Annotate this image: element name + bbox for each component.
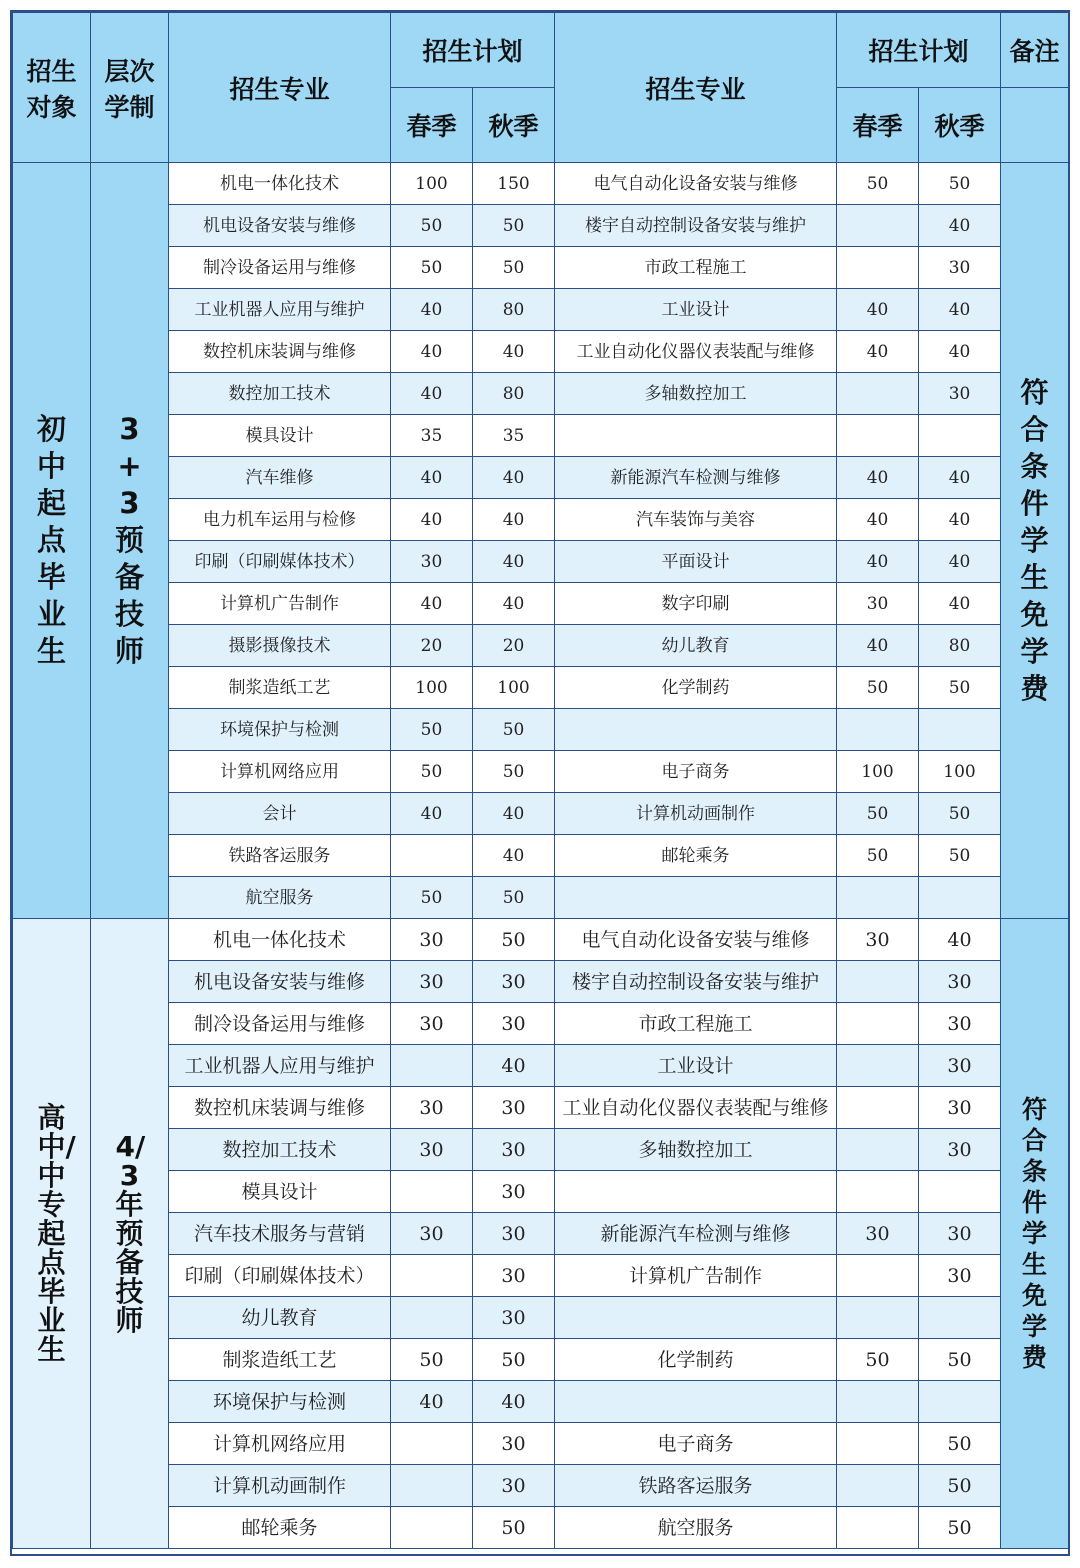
table-row bbox=[13, 835, 1069, 877]
spring-left-cell: 50 bbox=[391, 709, 473, 751]
autumn-right-cell: 50 bbox=[919, 793, 1001, 835]
major-right-cell: 工业设计 bbox=[555, 1045, 837, 1087]
header-spring-left: 春季 bbox=[391, 88, 473, 163]
major-right-cell: 计算机广告制作 bbox=[555, 1255, 837, 1297]
major-right-cell: 工业设计 bbox=[555, 289, 837, 331]
autumn-right-cell: 40 bbox=[919, 499, 1001, 541]
table-row bbox=[13, 1213, 1069, 1255]
header-spring-right: 春季 bbox=[837, 88, 919, 163]
table-row bbox=[13, 415, 1069, 457]
autumn-left-cell: 30 bbox=[473, 1171, 555, 1213]
spring-right-cell: 40 bbox=[837, 499, 919, 541]
autumn-left-cell: 30 bbox=[473, 1003, 555, 1045]
spring-left-cell bbox=[391, 1045, 473, 1087]
major-left-cell: 铁路客运服务 bbox=[169, 835, 391, 877]
major-left-cell: 工业机器人应用与维护 bbox=[169, 1045, 391, 1087]
major-right-cell: 航空服务 bbox=[555, 1507, 837, 1549]
major-left-cell: 航空服务 bbox=[169, 877, 391, 919]
spring-left-cell: 30 bbox=[391, 1129, 473, 1171]
header-major-left: 招生专业 bbox=[169, 13, 391, 163]
major-left-cell: 印刷（印刷媒体技术） bbox=[169, 541, 391, 583]
spring-left-cell: 100 bbox=[391, 163, 473, 205]
spring-right-cell bbox=[837, 709, 919, 751]
spring-right-cell: 50 bbox=[837, 163, 919, 205]
spring-right-cell bbox=[837, 961, 919, 1003]
major-left-cell: 模具设计 bbox=[169, 415, 391, 457]
autumn-left-cell: 50 bbox=[473, 709, 555, 751]
group-level: 4/3年预备技师 bbox=[91, 919, 169, 1549]
major-left-cell: 工业机器人应用与维护 bbox=[169, 289, 391, 331]
autumn-right-cell bbox=[919, 1171, 1001, 1213]
major-left-cell: 制浆造纸工艺 bbox=[169, 1339, 391, 1381]
major-right-cell: 市政工程施工 bbox=[555, 247, 837, 289]
major-left-cell: 机电设备安装与维修 bbox=[169, 961, 391, 1003]
spring-left-cell bbox=[391, 1255, 473, 1297]
table-row bbox=[13, 1423, 1069, 1465]
header-level: 层次 学制 bbox=[91, 13, 169, 163]
major-right-cell: 电子商务 bbox=[555, 1423, 837, 1465]
autumn-left-cell: 50 bbox=[473, 1339, 555, 1381]
spring-right-cell bbox=[837, 373, 919, 415]
autumn-left-cell: 40 bbox=[473, 583, 555, 625]
spring-left-cell: 40 bbox=[391, 457, 473, 499]
table-row bbox=[13, 1171, 1069, 1213]
enrollment-table-frame bbox=[10, 10, 1070, 1556]
major-right-cell: 工业自动化仪器仪表装配与维修 bbox=[555, 1087, 837, 1129]
major-left-cell: 汽车维修 bbox=[169, 457, 391, 499]
major-right-cell: 楼宇自动控制设备安装与维护 bbox=[555, 961, 837, 1003]
major-right-cell bbox=[555, 1297, 837, 1339]
table-row bbox=[13, 667, 1069, 709]
spring-right-cell: 50 bbox=[837, 835, 919, 877]
major-left-cell: 机电一体化技术 bbox=[169, 919, 391, 961]
major-left-cell: 计算机网络应用 bbox=[169, 1423, 391, 1465]
autumn-right-cell: 50 bbox=[919, 835, 1001, 877]
table-row bbox=[13, 751, 1069, 793]
group-target: 初中起点毕业生 bbox=[13, 163, 91, 919]
major-right-cell: 汽车装饰与美容 bbox=[555, 499, 837, 541]
autumn-left-cell: 40 bbox=[473, 541, 555, 583]
table-row bbox=[13, 1339, 1069, 1381]
major-right-cell: 新能源汽车检测与维修 bbox=[555, 1213, 837, 1255]
autumn-left-cell: 50 bbox=[473, 205, 555, 247]
spring-right-cell bbox=[837, 1381, 919, 1423]
group-target: 高中/中专起点毕业生 bbox=[13, 919, 91, 1549]
spring-right-cell bbox=[837, 1255, 919, 1297]
autumn-right-cell: 50 bbox=[919, 667, 1001, 709]
spring-right-cell: 40 bbox=[837, 289, 919, 331]
table-row bbox=[13, 499, 1069, 541]
table-row bbox=[13, 1045, 1069, 1087]
major-left-cell: 摄影摄像技术 bbox=[169, 625, 391, 667]
autumn-left-cell: 40 bbox=[473, 457, 555, 499]
spring-right-cell bbox=[837, 1171, 919, 1213]
autumn-left-cell: 50 bbox=[473, 751, 555, 793]
major-left-cell: 计算机广告制作 bbox=[169, 583, 391, 625]
major-left-cell: 邮轮乘务 bbox=[169, 1507, 391, 1549]
table-row bbox=[13, 625, 1069, 667]
major-right-cell bbox=[555, 1171, 837, 1213]
spring-right-cell bbox=[837, 247, 919, 289]
major-right-cell bbox=[555, 1381, 837, 1423]
autumn-right-cell: 50 bbox=[919, 163, 1001, 205]
autumn-right-cell: 30 bbox=[919, 961, 1001, 1003]
spring-right-cell bbox=[837, 205, 919, 247]
major-right-cell: 平面设计 bbox=[555, 541, 837, 583]
major-left-cell: 计算机网络应用 bbox=[169, 751, 391, 793]
spring-left-cell: 20 bbox=[391, 625, 473, 667]
spring-left-cell: 30 bbox=[391, 1087, 473, 1129]
autumn-right-cell: 40 bbox=[919, 289, 1001, 331]
autumn-right-cell: 50 bbox=[919, 1339, 1001, 1381]
table-row bbox=[13, 793, 1069, 835]
major-left-cell: 模具设计 bbox=[169, 1171, 391, 1213]
autumn-left-cell: 40 bbox=[473, 331, 555, 373]
autumn-left-cell: 50 bbox=[473, 919, 555, 961]
spring-left-cell: 35 bbox=[391, 415, 473, 457]
autumn-left-cell: 40 bbox=[473, 793, 555, 835]
spring-right-cell bbox=[837, 877, 919, 919]
major-right-cell: 电气自动化设备安装与维修 bbox=[555, 163, 837, 205]
autumn-left-cell: 50 bbox=[473, 877, 555, 919]
major-left-cell: 数控机床装调与维修 bbox=[169, 331, 391, 373]
autumn-left-cell: 35 bbox=[473, 415, 555, 457]
spring-left-cell: 40 bbox=[391, 289, 473, 331]
autumn-right-cell: 30 bbox=[919, 1045, 1001, 1087]
major-right-cell: 数字印刷 bbox=[555, 583, 837, 625]
spring-right-cell bbox=[837, 1507, 919, 1549]
spring-right-cell bbox=[837, 1297, 919, 1339]
group-remark: 符合条件学生免学费 bbox=[1001, 919, 1069, 1549]
major-right-cell: 电子商务 bbox=[555, 751, 837, 793]
spring-right-cell: 40 bbox=[837, 331, 919, 373]
spring-right-cell bbox=[837, 1423, 919, 1465]
spring-right-cell bbox=[837, 415, 919, 457]
table-row bbox=[13, 1003, 1069, 1045]
table-row bbox=[13, 961, 1069, 1003]
major-right-cell: 幼儿教育 bbox=[555, 625, 837, 667]
autumn-right-cell: 100 bbox=[919, 751, 1001, 793]
autumn-left-cell: 30 bbox=[473, 1297, 555, 1339]
header-plan-right: 招生计划 bbox=[837, 13, 1001, 88]
autumn-right-cell: 40 bbox=[919, 541, 1001, 583]
header-major-right: 招生专业 bbox=[555, 13, 837, 163]
spring-left-cell bbox=[391, 835, 473, 877]
spring-right-cell: 40 bbox=[837, 457, 919, 499]
enrollment-table-body bbox=[13, 163, 1069, 1549]
autumn-left-cell: 100 bbox=[473, 667, 555, 709]
table-row bbox=[13, 583, 1069, 625]
enrollment-plan-table bbox=[12, 12, 1069, 1549]
table-row bbox=[13, 331, 1069, 373]
autumn-right-cell: 40 bbox=[919, 919, 1001, 961]
spring-right-cell: 40 bbox=[837, 541, 919, 583]
major-left-cell: 机电设备安装与维修 bbox=[169, 205, 391, 247]
spring-right-cell bbox=[837, 1087, 919, 1129]
major-left-cell: 汽车技术服务与营销 bbox=[169, 1213, 391, 1255]
autumn-left-cell: 30 bbox=[473, 1213, 555, 1255]
major-right-cell: 电气自动化设备安装与维修 bbox=[555, 919, 837, 961]
header-autumn-right: 秋季 bbox=[919, 88, 1001, 163]
spring-right-cell: 30 bbox=[837, 583, 919, 625]
autumn-right-cell: 50 bbox=[919, 1465, 1001, 1507]
table-row bbox=[13, 205, 1069, 247]
spring-left-cell: 50 bbox=[391, 751, 473, 793]
spring-left-cell: 50 bbox=[391, 1339, 473, 1381]
spring-right-cell: 50 bbox=[837, 667, 919, 709]
autumn-left-cell: 80 bbox=[473, 289, 555, 331]
major-left-cell: 会计 bbox=[169, 793, 391, 835]
table-row bbox=[13, 1297, 1069, 1339]
spring-left-cell: 40 bbox=[391, 499, 473, 541]
major-right-cell: 新能源汽车检测与维修 bbox=[555, 457, 837, 499]
group-remark: 符合条件学生免学费 bbox=[1001, 163, 1069, 919]
major-left-cell: 印刷（印刷媒体技术） bbox=[169, 1255, 391, 1297]
major-left-cell: 制冷设备运用与维修 bbox=[169, 1003, 391, 1045]
autumn-right-cell: 50 bbox=[919, 1507, 1001, 1549]
autumn-left-cell: 40 bbox=[473, 1045, 555, 1087]
major-left-cell: 制冷设备运用与维修 bbox=[169, 247, 391, 289]
spring-left-cell bbox=[391, 1423, 473, 1465]
major-right-cell: 工业自动化仪器仪表装配与维修 bbox=[555, 331, 837, 373]
table-row bbox=[13, 247, 1069, 289]
major-right-cell: 化学制药 bbox=[555, 1339, 837, 1381]
spring-right-cell bbox=[837, 1003, 919, 1045]
spring-right-cell bbox=[837, 1045, 919, 1087]
autumn-left-cell: 30 bbox=[473, 1129, 555, 1171]
table-row bbox=[13, 457, 1069, 499]
spring-left-cell: 50 bbox=[391, 247, 473, 289]
autumn-left-cell: 40 bbox=[473, 835, 555, 877]
autumn-left-cell: 40 bbox=[473, 499, 555, 541]
autumn-right-cell bbox=[919, 877, 1001, 919]
autumn-right-cell: 40 bbox=[919, 205, 1001, 247]
autumn-right-cell: 40 bbox=[919, 331, 1001, 373]
spring-right-cell bbox=[837, 1465, 919, 1507]
major-left-cell: 机电一体化技术 bbox=[169, 163, 391, 205]
major-right-cell: 邮轮乘务 bbox=[555, 835, 837, 877]
autumn-left-cell: 20 bbox=[473, 625, 555, 667]
autumn-left-cell: 30 bbox=[473, 1465, 555, 1507]
spring-left-cell bbox=[391, 1465, 473, 1507]
major-left-cell: 环境保护与检测 bbox=[169, 709, 391, 751]
autumn-right-cell: 30 bbox=[919, 373, 1001, 415]
spring-right-cell: 50 bbox=[837, 793, 919, 835]
table-row bbox=[13, 1087, 1069, 1129]
spring-right-cell: 50 bbox=[837, 1339, 919, 1381]
autumn-left-cell: 30 bbox=[473, 961, 555, 1003]
table-row bbox=[13, 709, 1069, 751]
autumn-left-cell: 50 bbox=[473, 1507, 555, 1549]
spring-left-cell: 40 bbox=[391, 373, 473, 415]
table-row bbox=[13, 1507, 1069, 1549]
spring-left-cell: 30 bbox=[391, 961, 473, 1003]
major-left-cell: 数控加工技术 bbox=[169, 373, 391, 415]
major-right-cell: 楼宇自动控制设备安装与维护 bbox=[555, 205, 837, 247]
group-level: 3+3预备技师 bbox=[91, 163, 169, 919]
spring-left-cell: 30 bbox=[391, 1003, 473, 1045]
autumn-left-cell: 30 bbox=[473, 1255, 555, 1297]
autumn-right-cell: 30 bbox=[919, 1003, 1001, 1045]
autumn-left-cell: 30 bbox=[473, 1423, 555, 1465]
autumn-right-cell: 40 bbox=[919, 583, 1001, 625]
spring-left-cell: 40 bbox=[391, 331, 473, 373]
table-row bbox=[13, 1465, 1069, 1507]
major-right-cell: 多轴数控加工 bbox=[555, 373, 837, 415]
spring-right-cell: 100 bbox=[837, 751, 919, 793]
major-right-cell bbox=[555, 709, 837, 751]
spring-right-cell: 30 bbox=[837, 1213, 919, 1255]
autumn-right-cell: 30 bbox=[919, 1213, 1001, 1255]
major-left-cell: 数控机床装调与维修 bbox=[169, 1087, 391, 1129]
table-row bbox=[13, 289, 1069, 331]
spring-left-cell: 40 bbox=[391, 583, 473, 625]
autumn-right-cell: 40 bbox=[919, 457, 1001, 499]
autumn-right-cell: 30 bbox=[919, 1255, 1001, 1297]
autumn-right-cell bbox=[919, 415, 1001, 457]
major-right-cell: 铁路客运服务 bbox=[555, 1465, 837, 1507]
table-row bbox=[13, 373, 1069, 415]
autumn-right-cell: 50 bbox=[919, 1423, 1001, 1465]
autumn-right-cell: 30 bbox=[919, 1087, 1001, 1129]
autumn-left-cell: 150 bbox=[473, 163, 555, 205]
autumn-right-cell bbox=[919, 1381, 1001, 1423]
table-row bbox=[13, 1129, 1069, 1171]
spring-left-cell: 100 bbox=[391, 667, 473, 709]
autumn-right-cell: 80 bbox=[919, 625, 1001, 667]
autumn-left-cell: 40 bbox=[473, 1381, 555, 1423]
major-left-cell: 电力机车运用与检修 bbox=[169, 499, 391, 541]
autumn-right-cell bbox=[919, 1297, 1001, 1339]
major-right-cell bbox=[555, 415, 837, 457]
header-remark: 备注 bbox=[1001, 13, 1069, 88]
major-left-cell: 数控加工技术 bbox=[169, 1129, 391, 1171]
spring-left-cell: 30 bbox=[391, 1213, 473, 1255]
major-right-cell: 多轴数控加工 bbox=[555, 1129, 837, 1171]
spring-right-cell: 40 bbox=[837, 625, 919, 667]
major-right-cell: 计算机动画制作 bbox=[555, 793, 837, 835]
autumn-right-cell: 30 bbox=[919, 1129, 1001, 1171]
spring-left-cell: 30 bbox=[391, 919, 473, 961]
table-row bbox=[13, 541, 1069, 583]
table-row bbox=[13, 163, 1069, 205]
major-right-cell bbox=[555, 877, 837, 919]
spring-left-cell: 30 bbox=[391, 541, 473, 583]
table-row bbox=[13, 1255, 1069, 1297]
major-right-cell: 市政工程施工 bbox=[555, 1003, 837, 1045]
spring-left-cell: 50 bbox=[391, 877, 473, 919]
autumn-left-cell: 50 bbox=[473, 247, 555, 289]
autumn-left-cell: 30 bbox=[473, 1087, 555, 1129]
autumn-left-cell: 80 bbox=[473, 373, 555, 415]
spring-left-cell bbox=[391, 1297, 473, 1339]
header-target: 招生 对象 bbox=[13, 13, 91, 163]
table-row bbox=[13, 877, 1069, 919]
table-row bbox=[13, 1381, 1069, 1423]
header-plan-left: 招生计划 bbox=[391, 13, 555, 88]
header-autumn-left: 秋季 bbox=[473, 88, 555, 163]
major-right-cell: 化学制药 bbox=[555, 667, 837, 709]
autumn-right-cell bbox=[919, 709, 1001, 751]
spring-left-cell: 40 bbox=[391, 793, 473, 835]
spring-right-cell bbox=[837, 1129, 919, 1171]
spring-right-cell: 30 bbox=[837, 919, 919, 961]
major-left-cell: 计算机动画制作 bbox=[169, 1465, 391, 1507]
spring-left-cell: 40 bbox=[391, 1381, 473, 1423]
major-left-cell: 幼儿教育 bbox=[169, 1297, 391, 1339]
spring-left-cell bbox=[391, 1507, 473, 1549]
spring-left-cell: 50 bbox=[391, 205, 473, 247]
major-left-cell: 环境保护与检测 bbox=[169, 1381, 391, 1423]
major-left-cell: 制浆造纸工艺 bbox=[169, 667, 391, 709]
spring-left-cell bbox=[391, 1171, 473, 1213]
autumn-right-cell: 30 bbox=[919, 247, 1001, 289]
table-row bbox=[13, 919, 1069, 961]
header-remark-blank bbox=[1001, 88, 1069, 163]
